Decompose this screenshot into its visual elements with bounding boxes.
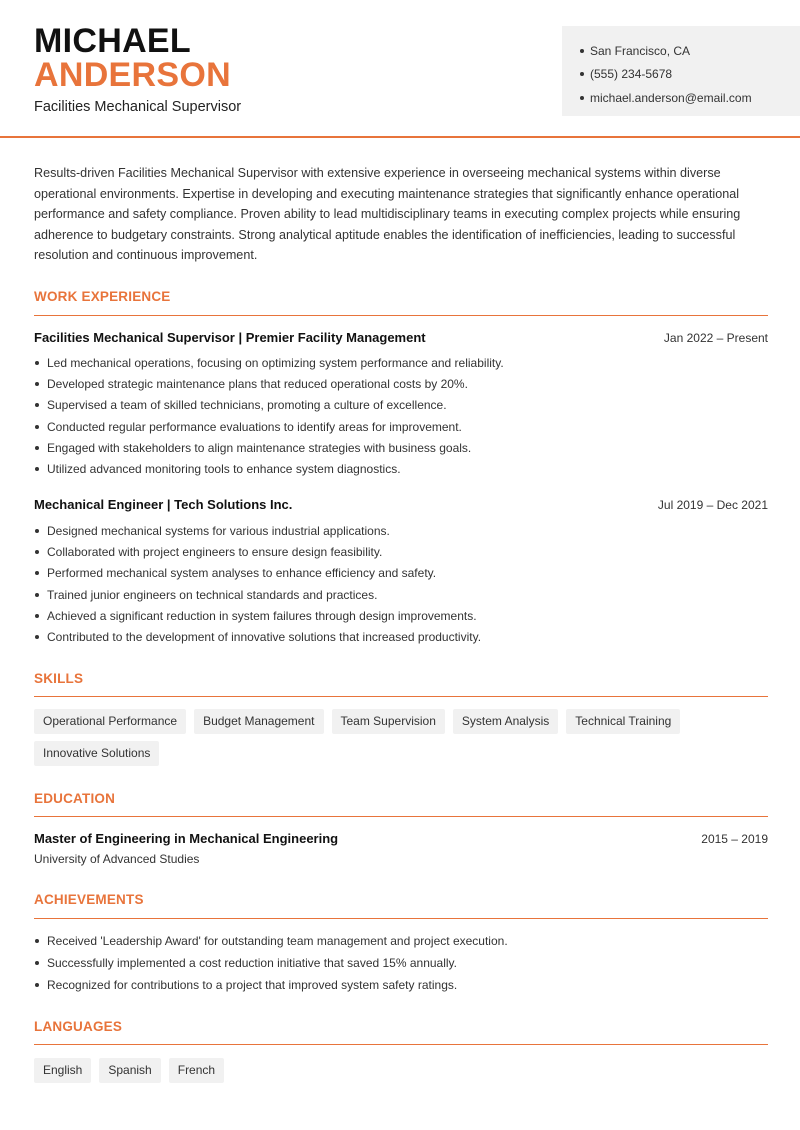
bullet-icon [35,961,39,965]
bullet-icon [580,49,584,53]
skill-tag: System Analysis [453,709,558,734]
languages-tags [34,1058,774,1090]
languages-heading: LANGUAGES [34,1019,123,1034]
bullet-icon [35,635,39,639]
job-bullets [34,520,768,648]
education-date: 2015 – 2019 [701,832,768,846]
bullet-icon [35,529,39,533]
section-divider [34,918,768,919]
bullet-icon [35,467,39,471]
job-role: Facilities Mechanical Supervisor | Premier Facility Management [34,330,426,345]
list-item: Engaged with stakeholders to align maintenance strategies with business goals. [34,437,768,458]
language-tag: English [34,1058,91,1083]
section-divider [34,816,768,817]
bullet-icon [580,96,584,100]
education-heading: EDUCATION [34,791,116,806]
summary-paragraph: Results-driven Facilities Mechanical Supervisor with extensive experience in overseeing mechanical systems within diverse operational environments. Expertise in developing and executing maintenance strategies that significantly enhance operational performance and safety compliance. Proven ability to lead multidisciplinary teams in executing complex projects while ensuring adherence to budgetary constraints. Strong analytical aptitude enables the identification of inefficiencies, leading to successful resolution and continuous improvement. [34,166,741,262]
bullet-icon [35,446,39,450]
skill-tag: Budget Management [194,709,323,734]
bullet-icon [35,361,39,365]
work-experience-heading: WORK EXPERIENCE [34,289,171,304]
bullet-icon [580,72,584,76]
list-item: Supervised a team of skilled technicians, promoting a culture of excellence. [34,395,768,416]
list-item: Conducted regular performance evaluations to identify areas for improvement. [34,416,768,437]
language-tag: Spanish [99,1058,160,1083]
job-bullets [34,352,768,480]
list-item: Recognized for contributions to a project that improved system safety ratings. [34,974,768,996]
section-divider [34,315,768,316]
skill-tag: Operational Performance [34,709,186,734]
skill-tag: Technical Training [566,709,680,734]
job-header [34,497,768,512]
contact-box [562,26,800,116]
list-item: Developed strategic maintenance plans that reduced operational costs by 20%. [34,373,768,394]
list-item: Successfully implemented a cost reduction initiative that saved 15% annually. [34,952,768,974]
achievements-heading: ACHIEVEMENTS [34,892,144,907]
job-title: Facilities Mechanical Supervisor [34,99,242,115]
list-item: Performed mechanical system analyses to enhance efficiency and safety. [34,563,768,584]
bullet-icon [35,382,39,386]
contact-location: San Francisco, CA [580,39,800,63]
list-item: Trained junior engineers on technical standards and practices. [34,584,768,605]
school-name: University of Advanced Studies [34,852,200,866]
contact-phone: (555) 234-5678 [580,63,800,87]
list-item: Collaborated with project engineers to ensure design feasibility. [34,541,768,562]
education-header [34,831,768,846]
list-item: Contributed to the development of innovative solutions that increased productivity. [34,626,768,647]
achievements-list [34,930,768,996]
bullet-icon [35,571,39,575]
bullet-icon [35,550,39,554]
bullet-icon [35,614,39,618]
language-tag: French [169,1058,224,1083]
job-header [34,330,768,345]
section-divider [34,696,768,697]
bullet-icon [35,983,39,987]
bullet-icon [35,939,39,943]
degree-title: Master of Engineering in Mechanical Engineering [34,831,339,846]
job-date: Jan 2022 – Present [663,331,768,345]
bullet-icon [35,593,39,597]
job-date: Jul 2019 – Dec 2021 [657,498,768,512]
skill-tag: Innovative Solutions [34,741,159,766]
list-item: Received 'Leadership Award' for outstanding team management and project execution. [34,930,768,952]
list-item: Led mechanical operations, focusing on optimizing system performance and reliability. [34,352,768,373]
resume-header [0,0,800,138]
first-name: MICHAEL [34,22,191,60]
job-role: Mechanical Engineer | Tech Solutions Inc. [34,497,293,512]
bullet-icon [35,403,39,407]
list-item: Utilized advanced monitoring tools to enhance system diagnostics. [34,458,768,479]
list-item: Achieved a significant reduction in system failures through design improvements. [34,605,768,626]
section-divider [34,1044,768,1045]
contact-email: michael.anderson@email.com [580,86,800,110]
skill-tag: Team Supervision [332,709,445,734]
skills-tags [34,709,774,773]
skills-heading: SKILLS [34,671,84,686]
list-item: Designed mechanical systems for various industrial applications. [34,520,768,541]
bullet-icon [35,425,39,429]
last-name: ANDERSON [34,56,231,94]
